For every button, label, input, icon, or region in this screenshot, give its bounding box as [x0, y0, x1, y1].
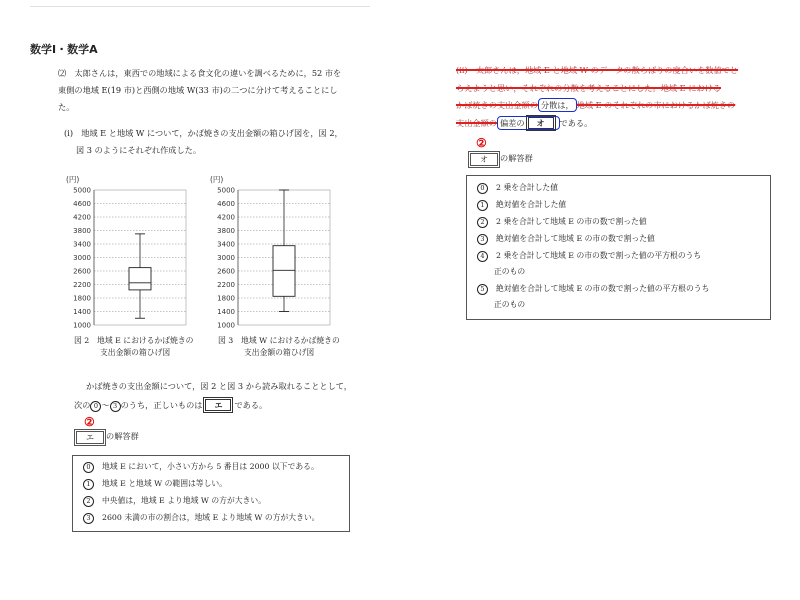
y-tick-label: 3400 — [73, 240, 91, 249]
option-text: 2 乗を合計して地域 E の市の数で割った値 — [496, 217, 647, 226]
question-text: のうち，正しいものは — [120, 400, 203, 410]
answer-blank-o: オ — [528, 117, 554, 129]
y-tick-label: 3000 — [73, 254, 91, 262]
box-iqr — [129, 268, 151, 290]
sub-question-2 — [456, 62, 738, 132]
answer-group-label-box: エ — [76, 431, 104, 444]
option-text: 絶対値を合計して地域 E の市の数で割った値 — [496, 234, 655, 243]
y-axis-unit-label: (円) — [66, 175, 80, 184]
intro-line: た。 — [58, 102, 75, 112]
circled-number: 5 — [477, 284, 488, 295]
struck-text: かば焼きの支出金額の — [456, 100, 538, 110]
circled-number: 3 — [477, 234, 488, 245]
sub-question-1 — [64, 125, 343, 159]
option-text: 2600 未満の市の割合は，地域 E より地域 W の方が大きい。 — [102, 513, 320, 522]
top-rule — [30, 6, 370, 7]
sub1-line: (i) 地域 E と地域 W について，かば焼きの支出金額の箱ひげ図を，図 2， — [64, 128, 343, 138]
fig2-caption-line: 図 2 地域 E におけるかば焼きの — [74, 336, 194, 345]
box-iqr — [273, 246, 295, 297]
annotation-mark: ② — [84, 415, 95, 429]
question-text: である。 — [234, 400, 268, 410]
option-3[interactable] — [477, 233, 655, 245]
answer-group-label: の解答群 — [106, 431, 139, 441]
question-e-line2 — [74, 397, 267, 414]
answer-group-label-box: オ — [470, 153, 498, 166]
highlight-variance: 分散は， — [538, 98, 577, 112]
question-text: 次の — [74, 400, 91, 410]
option-text: 絶対値を合計して地域 E の市の数で割った値の平方根のうち — [496, 284, 710, 293]
option-text: 地域 E と地域 W の範囲は等しい。 — [102, 479, 227, 488]
circled-number: 3 — [83, 513, 94, 524]
option-2[interactable] — [83, 495, 266, 507]
circled-number: 0 — [83, 462, 94, 473]
y-axis-unit-label: (円) — [210, 175, 224, 184]
circled-number: 4 — [477, 251, 488, 262]
y-tick-label: 3800 — [217, 227, 235, 235]
struck-text: 地域 E のそれぞれの市におけるかば焼きの — [576, 100, 736, 110]
option-text: 地域 E において，小さい方から 5 番目は 2000 以下である。 — [102, 462, 319, 471]
page-title: 数学Ⅰ・数学A — [30, 43, 98, 56]
y-tick-label: 2200 — [73, 281, 91, 289]
y-tick-label: 1800 — [73, 294, 91, 303]
line-end-text: である。 — [559, 117, 593, 128]
y-tick-label: 2200 — [217, 281, 235, 289]
fig3-caption-line: 図 3 地域 W におけるかば焼きの — [218, 336, 340, 345]
y-tick-label: 4600 — [73, 200, 91, 208]
fig3-caption-line: 支出金額の箱ひげ図 — [244, 348, 315, 357]
figure-3-caption — [218, 335, 340, 359]
circled-number: 2 — [83, 496, 94, 507]
y-tick-label: 1000 — [217, 321, 235, 330]
option-4[interactable] — [477, 250, 701, 262]
y-tick-label: 4200 — [217, 213, 235, 222]
option-5[interactable] — [477, 283, 709, 295]
circled-number: 0 — [90, 401, 101, 412]
figure-2-caption — [74, 335, 193, 359]
y-tick-label: 1400 — [217, 308, 235, 316]
circled-number: 0 — [477, 183, 488, 194]
option-text: 中央値は，地域 E より地域 W の方が大きい。 — [102, 496, 266, 505]
boxplot-figures — [60, 170, 360, 330]
struck-text: 支出金額の — [456, 117, 497, 128]
y-tick-label: 4200 — [73, 213, 91, 222]
option-text: 絶対値を合計した値 — [496, 200, 567, 209]
circled-number: 2 — [477, 217, 488, 228]
y-tick-label: 5000 — [217, 186, 235, 195]
answer-choices-o — [466, 175, 771, 320]
option-2[interactable] — [477, 216, 647, 228]
option-text: 2 乗を合計して地域 E の市の数で割った値の平方根のうち — [496, 251, 702, 260]
mixed-line — [456, 115, 738, 133]
answer-blank-e: エ — [205, 399, 231, 411]
fig2-caption-line: 支出金額の箱ひげ図 — [100, 348, 171, 357]
figure-3-boxplot — [210, 175, 330, 330]
mixed-line — [456, 97, 738, 115]
y-tick-label: 1400 — [73, 308, 91, 316]
y-tick-label: 2600 — [73, 267, 91, 276]
struck-line: らえようと思い，それぞれの分散を考えることにした。地域 E における — [456, 82, 721, 93]
option-1[interactable] — [83, 478, 227, 490]
annotation-mark: ② — [476, 136, 487, 150]
circled-number: 1 — [83, 479, 94, 490]
highlight-deviation-group — [497, 116, 560, 130]
y-tick-label: 3400 — [217, 240, 235, 249]
figure-2-boxplot — [66, 175, 186, 330]
sub1-line: 図 3 のようにそれぞれ作成した。 — [76, 145, 202, 155]
y-tick-label: 5000 — [73, 186, 91, 195]
y-tick-label: 4600 — [217, 200, 235, 208]
range-separator: ～ — [101, 400, 110, 410]
answer-choices-e — [72, 455, 350, 532]
question-e-line1: かば焼きの支出金額について，図 2 と図 3 から読み取れることとして， — [86, 381, 352, 391]
option-0[interactable] — [477, 182, 558, 194]
answer-group-label: の解答群 — [500, 153, 533, 163]
circled-number: 3 — [110, 401, 121, 412]
option-1[interactable] — [477, 199, 566, 211]
option-4-continued: 正のもの — [494, 267, 526, 276]
option-0[interactable] — [83, 461, 319, 473]
deviation-text: 偏差の — [499, 117, 525, 128]
y-tick-label: 1000 — [73, 321, 91, 330]
y-tick-label: 1800 — [217, 294, 235, 303]
option-3[interactable] — [83, 512, 319, 524]
option-text: 2 乗を合計した値 — [496, 183, 559, 192]
intro-line: ⑵ 太郎さんは，東西での地域による食文化の違いを調べるために，52 市を — [58, 68, 342, 78]
y-tick-label: 3000 — [217, 254, 235, 262]
intro-paragraph — [58, 65, 341, 116]
y-tick-label: 2600 — [217, 267, 235, 276]
y-tick-label: 3800 — [73, 227, 91, 235]
intro-line: 東側の地域 E(19 市)と西側の地域 W(33 市)の二つに分けて考えることにし — [58, 85, 338, 95]
struck-line: (ii) 太郎さんは，地域 E と地域 W のデータの散らばりの度合いを数値でと — [456, 65, 739, 75]
option-5-continued: 正のもの — [494, 300, 526, 309]
circled-number: 1 — [477, 200, 488, 211]
